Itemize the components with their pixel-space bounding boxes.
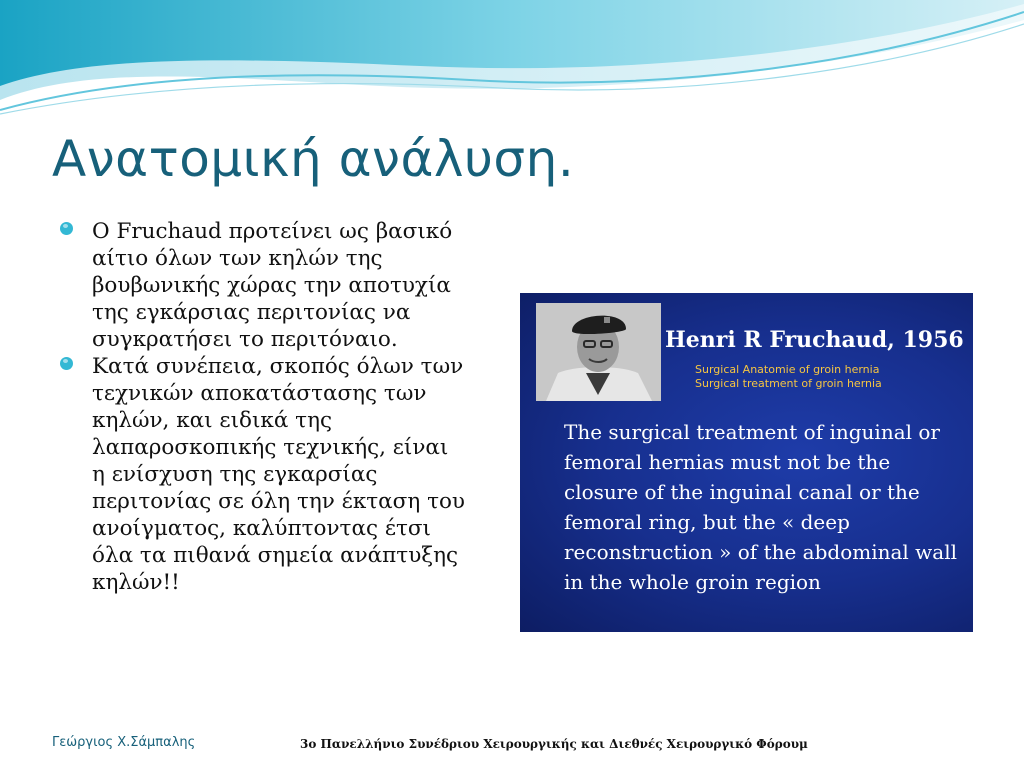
bullet-line: βουβωνικής χώρας την αποτυχία <box>92 273 451 298</box>
quote-line: closure of the inguinal canal or the <box>564 480 920 504</box>
bullet-line: κηλών!! <box>92 570 180 595</box>
bullet-icon <box>60 357 73 370</box>
bullet-line: όλα τα πιθανά σημεία ανάπτυξης <box>92 543 459 568</box>
fruchaud-quote-panel <box>520 293 973 632</box>
quote-line: reconstruction » of the abdominal wall <box>564 540 958 564</box>
portrait-illustration <box>536 303 661 401</box>
bullet-line: λαπαροσκοπικής τεχνικής, είναι <box>92 435 449 460</box>
bullet-line: συγκρατήσει το περιτόναιο. <box>92 327 398 352</box>
quote-line: in the whole groin region <box>564 570 821 594</box>
bullet-line: αίτιο όλων των κηλών της <box>92 246 383 271</box>
quote-line: femoral hernias must not be the <box>564 450 891 474</box>
panel-subtitle-anatomy: Surgical Anatomie of groin hernia <box>695 363 880 376</box>
bullet-line: της εγκάρσιας περιτονίας να <box>92 300 411 325</box>
footer-author: Γεώργιος Χ.Σάμπαλης <box>52 735 196 750</box>
bullet-line: περιτονίας σε όλη την έκταση του <box>92 489 465 514</box>
bullet-line: κηλών, και ειδικά της <box>92 408 332 433</box>
bullet-icon <box>60 222 73 235</box>
quote-line: femoral ring, but the « deep <box>564 510 850 534</box>
bullet-line: ανοίγματος, καλύπτοντας έτσι <box>92 516 431 541</box>
header-wave-decoration <box>0 0 1024 130</box>
bullet-line: τεχνικών αποκατάστασης των <box>92 381 427 406</box>
bullet-item <box>60 218 500 353</box>
panel-quote <box>564 417 964 597</box>
panel-subtitle-treatment: Surgical treatment of groin hernia <box>695 377 882 390</box>
bullet-line: Κατά συνέπεια, σκοπός όλων των <box>92 354 464 379</box>
bullet-list <box>60 218 500 596</box>
panel-heading: Henri R Fruchaud, 1956 <box>665 327 964 353</box>
quote-line: The surgical treatment of inguinal or <box>564 420 940 444</box>
bullet-line: η ενίσχυση της εγκαρσίας <box>92 462 378 487</box>
slide-title: Ανατομική ανάλυση. <box>52 130 575 188</box>
footer-conference: 3ο Πανελλήνιο Συνέδριου Χειρουργικής και Διεθνές Χειρουργικό Φόρουμ <box>300 737 808 751</box>
portrait-photo <box>536 303 661 401</box>
bullet-item <box>60 353 500 596</box>
bullet-line: Ο Fruchaud προτείνει ως βασικό <box>92 219 453 244</box>
